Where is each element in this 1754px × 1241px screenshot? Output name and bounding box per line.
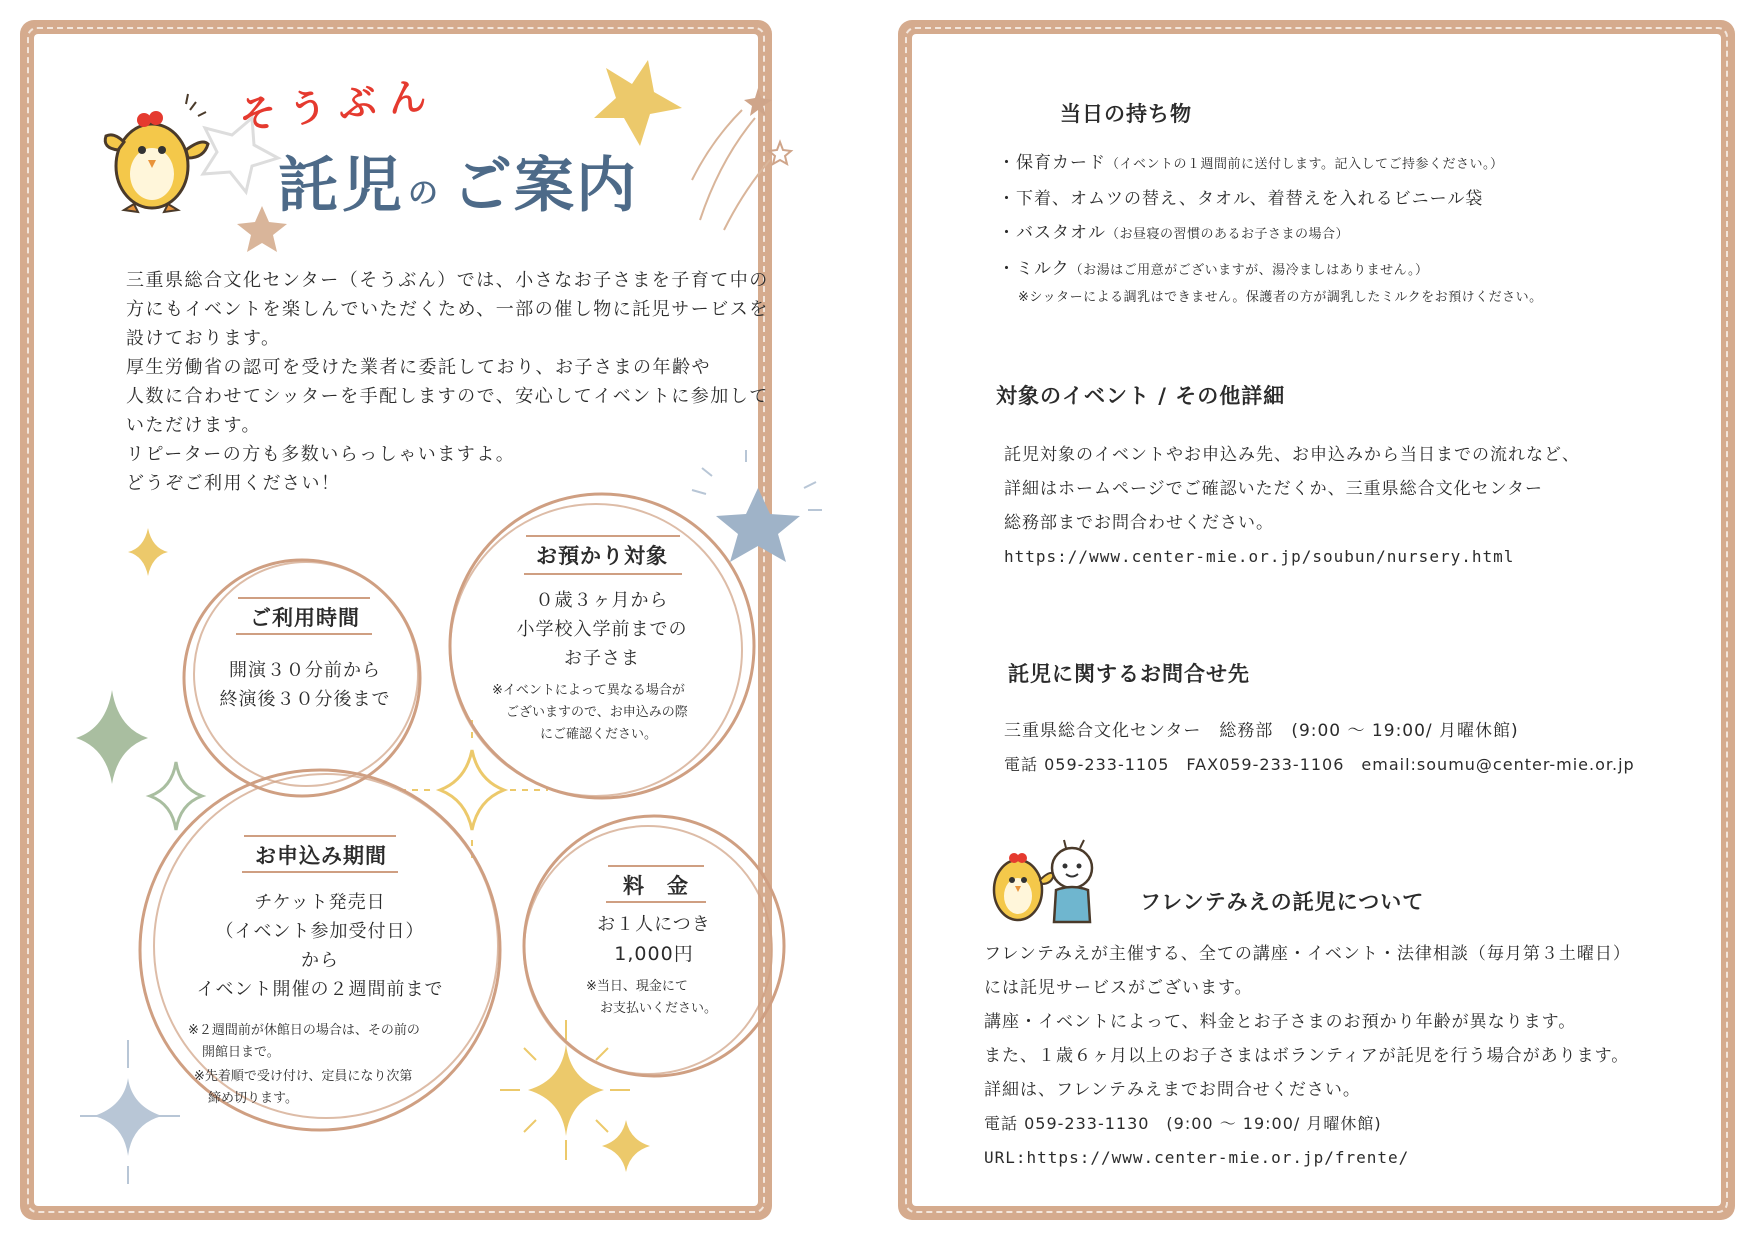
target-title: お預かり対象 [536, 544, 668, 568]
item-main: ・保育カード [998, 153, 1106, 173]
item-row [998, 146, 1503, 182]
hours-line: 開演３０分前から [229, 660, 381, 681]
hours-title: ご利用時間 [250, 606, 360, 630]
item-row [998, 182, 1503, 216]
items-list [998, 146, 1503, 288]
target-note: にご確認ください。 [540, 727, 658, 742]
fee-line: お１人につき [597, 914, 711, 935]
target-note: ございますので、お申込みの際 [506, 705, 688, 720]
contact-line: 三重県総合文化センター 総務部 (9:00 〜 19:00/ 月曜休館) [1004, 721, 1519, 741]
intro-line: リピーターの方も多数いらっしゃいますよ。 [126, 444, 516, 465]
intro-line: どうぞご利用ください！ [126, 473, 341, 494]
period-note: ※２週間前が休館日の場合は、その前の [188, 1023, 420, 1038]
title-main-2: ご案内 [452, 151, 638, 221]
contact-line: 電話 059-233-1105 FAX059-233-1106 email:soumu@center-mie.or.jp [1004, 755, 1635, 774]
frente-line: また、１歳６ヶ月以上のお子さまはボランティアが託児を行う場合があります。 [984, 1046, 1630, 1066]
fee-line: 1,000円 [614, 943, 694, 965]
intro-line: 人数に合わせてシッターを手配しますので、安心してイベントに参加して [126, 386, 769, 407]
frente-mascots [980, 836, 1110, 936]
target-note: ※イベントによって異なる場合が [492, 683, 685, 698]
item-sub: （お湯はご用意がございますが、湯冷ましはありません。） [1069, 263, 1429, 278]
fee-note: ※当日、現金にて [586, 979, 688, 994]
intro-line: 三重県総合文化センター（そうぶん）では、小さなお子さまを子育て中の [126, 270, 769, 291]
target-line: お子さま [564, 648, 640, 669]
title-main-1: 託児 [278, 151, 406, 221]
fee-note: お支払いください。 [600, 1001, 718, 1016]
title-kana: そうぶん [236, 72, 441, 138]
period-note: 締め切ります。 [208, 1091, 298, 1106]
events-heading: 対象のイベント / その他詳細 [996, 384, 1286, 408]
item-sub: （イベントの１週間前に送付します。記入してご持参ください。） [1106, 157, 1504, 172]
period-note: 開館日まで。 [202, 1045, 280, 1060]
child-mascot-icon [1052, 840, 1092, 922]
frente-line: には託児サービスがございます。 [984, 978, 1253, 998]
frente-tel: 電話 059-233-1130 (9:00 〜 19:00/ 月曜休館) [984, 1114, 1382, 1133]
frente-heading: フレンテみえの託児について [1140, 890, 1425, 914]
frente-body [984, 937, 1631, 1175]
bird-mascot-icon [994, 853, 1054, 920]
item-main: ・下着、オムツの替え、タオル、着替えを入れるビニール袋 [998, 189, 1484, 209]
item-main: ・ミルク [998, 259, 1070, 279]
period-line: （イベント参加受付日） [215, 921, 425, 942]
frente-line: 詳細は、フレンテみえまでお問合せください。 [984, 1080, 1361, 1100]
target-line: ０歳３ヶ月から [535, 590, 669, 611]
frente-url-link[interactable]: URL:https://www.center-mie.or.jp/frente/ [984, 1148, 1410, 1167]
intro-line: 厚生労働省の認可を受けた業者に委託しており、お子さまの年齢や [126, 357, 711, 378]
period-line: チケット発売日 [254, 892, 386, 913]
intro-line: 方にもイベントを楽しんでいただくため、一部の催し物に託児サービスを [126, 299, 769, 320]
item-main: ・バスタオル [998, 223, 1106, 243]
intro-line: いただけます。 [126, 415, 262, 436]
fee-title: 料 金 [623, 874, 689, 898]
period-line: イベント開催の２週間前まで [196, 979, 444, 1000]
intro-line: 設けております。 [126, 328, 281, 349]
frente-line: 講座・イベントによって、料金とお子さまのお預かり年齢が異なります。 [984, 1012, 1577, 1032]
item-sub: （お昼寝の習慣のあるお子さまの場合） [1106, 227, 1350, 242]
events-line: 総務部までお問合わせください。 [1004, 513, 1274, 533]
events-url-link[interactable]: https://www.center-mie.or.jp/soubun/nursery.html [1004, 547, 1515, 566]
period-line: から [301, 950, 339, 971]
events-line: 託児対象のイベントやお申込み先、お申込みから当日までの流れなど、 [1004, 445, 1580, 465]
items-heading: 当日の持ち物 [1060, 102, 1192, 126]
milk-note: ※シッターによる調乳はできません。保護者の方が調乳したミルクをお預けください。 [1018, 290, 1543, 305]
item-row [998, 252, 1503, 288]
events-body [1004, 438, 1580, 574]
hours-line: 終演後３０分後まで [219, 689, 391, 710]
period-note: ※先着順で受け付け、定員になり次第 [194, 1069, 413, 1084]
target-line: 小学校入学前までの [516, 619, 688, 640]
contact-heading: 託児に関するお問合せ先 [1008, 662, 1250, 686]
events-line: 詳細はホームページでご確認いただくか、三重県総合文化センター [1004, 479, 1543, 499]
frente-line: フレンテみえが主催する、全ての講座・イベント・法律相談（毎月第３土曜日） [984, 944, 1631, 964]
title-no: の [408, 176, 438, 211]
period-title: お申込み期間 [255, 844, 387, 868]
item-row [998, 216, 1503, 252]
